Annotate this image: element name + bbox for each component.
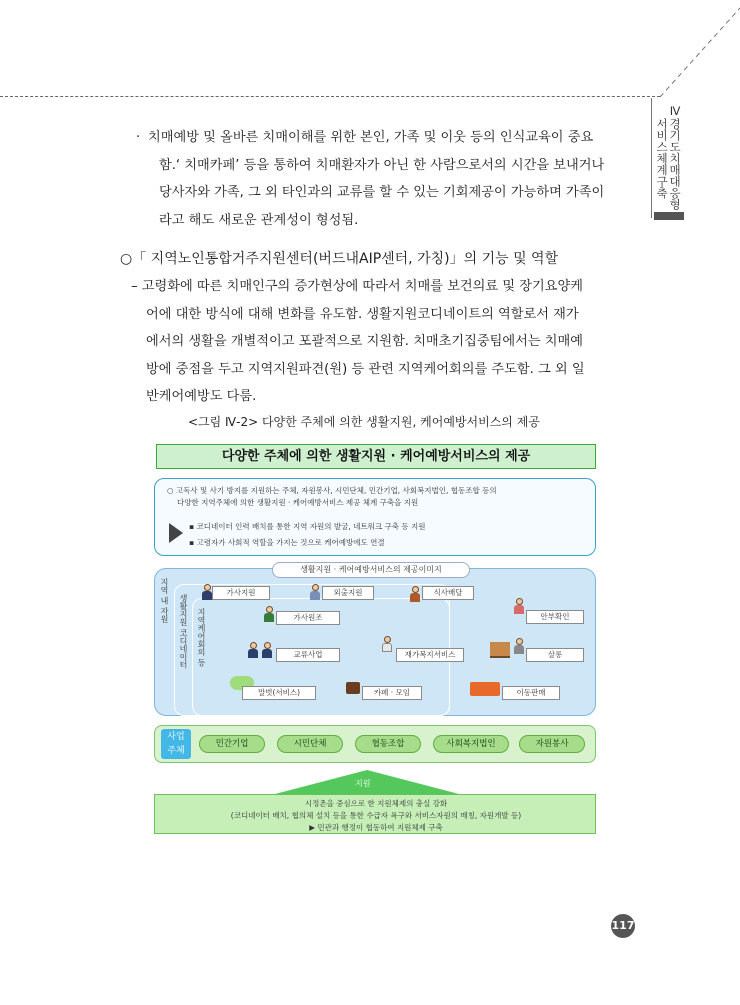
chapter-side-tab	[654, 98, 684, 220]
wheelchair-person-icon	[310, 584, 320, 600]
bullet-line-1: 치매예방 및 올바른 치매이해를 위한 본인, 가족 및 이웃 등의 인식교육이 중요	[148, 130, 594, 145]
meeting-people-icon-2	[262, 642, 272, 658]
header-dashed-rule	[0, 96, 660, 97]
info-line-3: ▪ 코디네이터 인력 배치를 통한 지역 자원의 발굴, 네트워크 구축 등 지원	[189, 522, 426, 531]
subject-social-welfare-corp: 사회복지법인	[433, 735, 509, 753]
node-outing-support: 외출지원	[322, 586, 374, 600]
bullet-line-4: 라고 해도 새로운 관계성이 형성됨.	[159, 212, 359, 228]
node-safety-check: 안부확인	[526, 610, 584, 624]
image-area-title: 생활지원 · 케어예방서비스의 제공이미지	[272, 562, 470, 578]
chapter-title-1: 경기도치매대응형	[668, 118, 682, 210]
node-home-welfare: 재가복지서비스	[396, 648, 464, 662]
node-cafe-meeting: 카페 · 모임	[362, 686, 422, 700]
vlabel-mid: 생활지원 코디네이터	[179, 594, 188, 669]
bullet-line-2: 함.‘ 치매카페’ 등을 통하여 치매환자가 아닌 한 사람으로서의 시간을 보내거나	[159, 157, 605, 173]
dash-line-1: – 고령화에 따른 치매인구의 증가현상에 따라서 치매를 보건의료 및 장기요양케	[131, 279, 583, 294]
dash-line-3: 에서의 생활을 개별적이고 포괄적으로 지원함. 치매초기집중팀에서는 치매예	[146, 334, 583, 349]
section-heading: ○「 지역노인통합거주지원센터(버드내AIP센터, 가칭)」의 기능 및 역할	[120, 251, 559, 267]
meeting-people-icon	[248, 642, 258, 658]
subject-civic-group: 시민단체	[277, 735, 343, 753]
bullet-line-3: 당사자와 가족, 그 외 타인과의 교류를 할 수 있는 기회제공이 가능하며 가족이	[159, 185, 605, 200]
info-line-1: ○ 고독사 및 사기 방지를 지원하는 주체, 자원봉사, 시민단체, 민간기업, 사회복지법인, 협동조합 등의	[167, 486, 497, 495]
truck-icon	[470, 682, 500, 696]
dash-line-2: 어에 대한 방식에 대해 변화를 유도함. 생활지원코디네이트의 역할로서 재가	[146, 306, 579, 322]
chapter-col1	[668, 104, 682, 210]
business-subjects-bar	[154, 725, 596, 763]
dash-line-4: 방에 중점을 두고 지역지원파견(원) 등 관련 지역케어회의를 주도함. 그 외 일	[146, 361, 585, 377]
doctor-icon	[382, 636, 392, 652]
figure	[150, 438, 600, 838]
helper-person-icon	[264, 606, 274, 622]
cafe-icon	[346, 682, 360, 694]
side-rule	[651, 98, 652, 218]
support-line-2: (코디네이터 배치, 협의체 설치 등을 통한 수급자 욕구와 서비스자원의 매칭, 자원개발 등)	[230, 811, 522, 820]
subject-volunteer: 자원봉사	[519, 735, 585, 753]
delivery-person-icon	[410, 586, 420, 602]
subject-cooperative: 협동조합	[355, 735, 421, 753]
dash-line-5: 반케어예방도 다룸.	[146, 389, 257, 404]
support-label: 지원	[355, 779, 371, 788]
chapter-roman: Ⅳ	[668, 104, 682, 118]
chapter-side-bar	[654, 212, 684, 220]
header-decoration	[0, 0, 740, 100]
info-line-2: 다양한 지역주체에 의한 생활지원 · 케어예방서비스 제공 체계 구축을 지원	[177, 498, 419, 507]
person-icon	[202, 584, 212, 600]
bullet-paragraph	[136, 124, 648, 234]
node-salon: 살롱	[526, 648, 584, 662]
node-mobile-sales: 이동판매	[502, 686, 560, 700]
support-system-box	[154, 794, 596, 834]
elderly-woman-icon	[514, 598, 524, 614]
arrow-icon	[169, 523, 183, 543]
page-number: 117	[611, 914, 635, 938]
node-exchange-program: 교류사업	[276, 648, 340, 662]
subject-private-company: 민간기업	[199, 735, 265, 753]
house-person-icon	[514, 638, 524, 654]
node-conversation: 말벗(서비스)	[242, 686, 316, 700]
bullet-mark: ·	[136, 130, 141, 145]
node-meal-delivery: 식사배달	[422, 586, 474, 600]
subjects-label: 사업 주체	[161, 729, 191, 759]
chapter-col2: 서비스체계구축	[655, 118, 669, 199]
dash-paragraph	[131, 273, 641, 411]
node-housework-support: 가사지원	[212, 586, 270, 600]
figure-caption: <그림 Ⅳ-2> 다양한 주체에 의한 생활지원, 케어예방서비스의 제공	[188, 415, 540, 429]
house-icon	[490, 642, 510, 658]
info-line-4: ▪ 고령자가 사회적 역할을 가지는 것으로 케어예방에도 연결	[189, 538, 385, 547]
node-housework-aid: 가사원조	[276, 611, 340, 625]
support-line-3: ▶ 민관과 행정이 협동하여 지원체제 구축	[309, 823, 443, 832]
vlabel-outer: 지역 내 자원	[160, 578, 169, 624]
vlabel-inner: 지역케어회의 등	[197, 608, 206, 667]
support-line-1: 시정촌을 중심으로 한 지원체제의 충실 강화	[304, 799, 448, 808]
figure-title: 다양한 주체에 의한 생활지원 · 케어예방서비스의 제공	[156, 444, 596, 469]
info-box	[154, 478, 596, 556]
